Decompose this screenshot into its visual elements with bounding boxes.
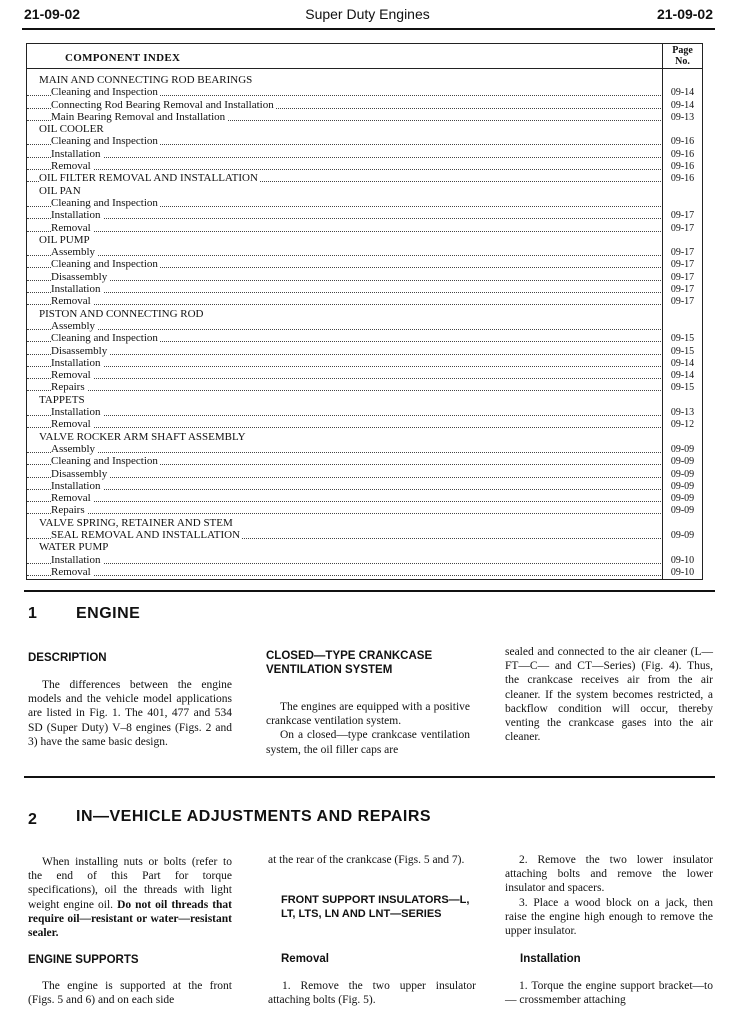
index-row — [27, 381, 702, 393]
index-entry-label: Repairs — [51, 504, 85, 517]
index-entry-label: Disassembly — [51, 270, 108, 283]
crankcase-paragraph-2: On a closed—type crankcase ventilation system, the oil filler caps are — [266, 729, 470, 756]
index-row — [27, 345, 702, 357]
index-entry-page: 09-17 — [670, 259, 695, 271]
index-entry-label: Removal — [51, 492, 91, 505]
page-title: Super Duty Engines — [305, 6, 430, 22]
leader-dots — [27, 418, 661, 431]
index-title: COMPONENT INDEX — [65, 52, 181, 64]
index-row — [27, 418, 702, 430]
removal-step-2-text: 2. Remove the two lower insulator attaching bolts and remove the lower insulator and spacers. — [505, 854, 713, 895]
leader-dots — [27, 246, 661, 259]
description-paragraph: The differences between the engine models and the vehicle model applications are listed in Fig. 1. The 401, 477 and 534 SD (Super Duty) V–8 engines (Figs. 2 and 3) have the same basic design. — [28, 679, 232, 748]
leader-dots — [27, 271, 661, 281]
leader-dots — [27, 406, 661, 419]
index-row — [27, 295, 702, 307]
section-1-number: 1 — [28, 605, 37, 622]
leader-dots — [27, 209, 661, 222]
index-entry-page: 09-14 — [670, 370, 695, 382]
index-row — [27, 86, 702, 98]
engine-supports-text — [28, 979, 232, 1007]
index-entry-page: 09-17 — [670, 222, 695, 234]
index-entry-label: Removal — [51, 221, 91, 234]
index-entry-label: Cleaning and Inspection — [51, 135, 158, 148]
index-entry-page: 09-13 — [670, 407, 695, 419]
crankcase-heading-line2: VENTILATION SYSTEM — [266, 664, 393, 676]
leader-dots — [27, 320, 661, 330]
leader-dots — [27, 295, 661, 308]
index-entry-page: 09-17 — [670, 296, 695, 308]
leader-dots — [27, 283, 661, 296]
index-entry-label: Removal — [51, 369, 91, 382]
index-entry-label: Installation — [51, 406, 101, 419]
leader-dots — [27, 381, 661, 394]
index-entry-label: Installation — [51, 283, 101, 296]
installation-step-1 — [505, 979, 713, 1007]
index-entry-label: Installation — [51, 479, 101, 492]
index-row — [27, 271, 702, 283]
index-entry-page: 09-14 — [670, 87, 695, 99]
index-entry-page: 09-09 — [670, 505, 695, 517]
index-entry-page: 09-15 — [670, 345, 695, 357]
leader-dots — [27, 160, 661, 173]
index-entry-label: OIL PAN — [39, 184, 81, 197]
index-row — [27, 492, 702, 504]
removal-heading: Removal — [281, 953, 329, 965]
leader-dots — [27, 357, 661, 367]
index-entry-label: Installation — [51, 356, 101, 369]
index-entry-label: Installation — [51, 553, 101, 566]
index-entry-label: Installation — [51, 147, 101, 160]
removal-step-1-text: 1. Remove the two upper insulator attaching bolts (Fig. 5). — [268, 980, 476, 1007]
index-row — [27, 123, 702, 135]
index-row — [27, 443, 702, 455]
index-entry-page: 09-09 — [670, 493, 695, 505]
index-entry-page: 09-16 — [670, 148, 695, 160]
index-entry-page: 09-17 — [670, 271, 695, 283]
index-row — [27, 172, 702, 184]
leader-dots — [27, 345, 661, 355]
crankcase-heading — [266, 649, 432, 677]
index-entry-page: 09-16 — [670, 161, 695, 173]
index-entry-label: MAIN AND CONNECTING ROD BEARINGS — [39, 74, 253, 86]
index-row — [27, 566, 702, 578]
index-entry-label: Installation — [51, 209, 101, 222]
engine-supports-heading: ENGINE SUPPORTS — [28, 954, 139, 966]
index-entry-label: Removal — [51, 295, 91, 308]
leader-dots — [27, 480, 661, 490]
index-entry-label: OIL PUMP — [39, 233, 90, 246]
index-entry-page: 09-14 — [670, 357, 695, 369]
index-row — [27, 369, 702, 381]
leader-dots — [27, 148, 661, 158]
index-row — [27, 517, 702, 529]
index-entry-label: OIL COOLER — [39, 123, 104, 136]
index-entry-label: Connecting Rod Bearing Removal and Installation — [51, 98, 274, 111]
index-entry-label: PISTON AND CONNECTING ROD — [39, 307, 204, 320]
leader-dots — [27, 504, 661, 517]
page-column-header — [663, 45, 702, 67]
index-row — [27, 258, 702, 270]
leader-dots — [27, 443, 661, 453]
index-entry-label: Removal — [51, 160, 91, 173]
leader-dots — [27, 369, 661, 382]
component-index-table — [26, 43, 703, 580]
index-entry-page: 09-12 — [670, 419, 695, 431]
index-row — [27, 209, 702, 221]
section-2-number: 2 — [28, 811, 37, 828]
index-header — [27, 44, 702, 69]
page-header-line2: No. — [675, 56, 690, 67]
rear-crankcase-text — [268, 853, 476, 867]
crankcase-text — [266, 700, 470, 757]
index-entry-page: 09-09 — [670, 456, 695, 468]
index-row — [27, 74, 702, 86]
index-row — [27, 197, 702, 209]
leader-dots — [27, 468, 661, 478]
index-row — [27, 541, 702, 553]
index-row — [27, 111, 702, 123]
index-entry-label: Assembly — [51, 319, 95, 332]
description-text — [28, 678, 232, 749]
installation-heading: Installation — [520, 953, 581, 965]
index-row — [27, 554, 702, 566]
index-row — [27, 222, 702, 234]
index-entry-page: 09-10 — [670, 566, 695, 578]
removal-step-1 — [268, 979, 476, 1007]
page-header-line1: Page — [672, 45, 693, 56]
leader-dots — [27, 222, 661, 232]
index-row — [27, 135, 702, 147]
index-row — [27, 529, 702, 541]
page-code-right: 21-09-02 — [656, 6, 713, 22]
index-entry-label: Assembly — [51, 442, 95, 455]
index-entry-label: Assembly — [51, 246, 95, 259]
intro-plain: When installing nuts or bolts (refer to the end of this Part for torque specifications), oil the threads with light weight engine oil. — [28, 856, 232, 911]
index-row — [27, 148, 702, 160]
index-entry-page: 09-09 — [670, 529, 695, 541]
index-row — [27, 283, 702, 295]
section-1-rule — [24, 590, 715, 592]
index-entry-page: 09-09 — [670, 468, 695, 480]
index-row — [27, 246, 702, 258]
intro-bold-warning: Do not oil threads that require oil—resistant or water—resistant sealer. — [28, 898, 233, 940]
index-entry-page: 09-15 — [670, 382, 695, 394]
index-rows — [27, 74, 702, 578]
index-entry-label: Main Bearing Removal and Installation — [51, 110, 226, 123]
index-entry-label: VALVE ROCKER ARM SHAFT ASSEMBLY — [39, 430, 246, 443]
index-row — [27, 185, 702, 197]
rear-crankcase-paragraph: at the rear of the crankcase (Figs. 5 and 7). — [268, 854, 465, 866]
front-support-heading: FRONT SUPPORT INSULATORS—L, LT, LTS, LN AND LNT—SERIES — [281, 894, 470, 920]
leader-dots — [27, 566, 661, 576]
index-entry-page: 09-09 — [670, 480, 695, 492]
index-row — [27, 320, 702, 332]
index-row — [27, 160, 702, 172]
leader-dots — [27, 492, 661, 505]
index-entry-label: Cleaning and Inspection — [51, 455, 158, 468]
index-entry-page: 09-13 — [670, 111, 695, 123]
index-row — [27, 357, 702, 369]
intro-paragraph — [28, 855, 232, 940]
index-row — [27, 480, 702, 492]
index-row — [27, 99, 702, 111]
crankcase-continued-paragraph: sealed and connected to the air cleaner (L—FT—C— and CT—Series) (Fig. 4). Thus, the crankcase receives air from the air cleaner. If the system becomes restricted, a backflow condition will occur, thereby venting the crankcase gases into the air cleaner. — [505, 646, 713, 744]
removal-steps-continued — [505, 853, 713, 938]
index-entry-label: OIL FILTER REMOVAL AND INSTALLATION — [39, 172, 258, 185]
index-entry-page: 09-17 — [670, 210, 695, 222]
crankcase-continued-text — [505, 645, 713, 744]
index-entry-page: 09-09 — [670, 443, 695, 455]
index-entry-page: 09-16 — [670, 136, 695, 148]
index-entry-label: Cleaning and Inspection — [51, 332, 158, 345]
index-entry-page: 09-17 — [670, 247, 695, 259]
index-entry-page: 09-17 — [670, 284, 695, 296]
leader-dots — [27, 554, 661, 564]
installation-step-1-text: 1. Torque the engine support bracket—to— crossmember attaching — [505, 980, 713, 1007]
section-2-rule — [24, 776, 715, 778]
index-entry-label: Disassembly — [51, 467, 108, 480]
index-row — [27, 406, 702, 418]
page-code-left: 21-09-02 — [24, 6, 81, 22]
index-entry-label: Disassembly — [51, 344, 108, 357]
index-entry-label: Cleaning and Inspection — [51, 258, 158, 271]
intro-text — [28, 855, 232, 940]
index-entry-page: 09-15 — [670, 333, 695, 345]
index-entry-label: Cleaning and Inspection — [51, 86, 158, 99]
index-entry-page: 09-10 — [670, 554, 695, 566]
index-row — [27, 234, 702, 246]
description-heading: DESCRIPTION — [28, 652, 107, 664]
crankcase-paragraph-1: The engines are equipped with a positive crankcase ventilation system. — [266, 701, 470, 728]
section-2-title: IN—VEHICLE ADJUSTMENTS AND REPAIRS — [76, 808, 432, 825]
crankcase-heading-line1: CLOSED—TYPE CRANKCASE — [266, 650, 433, 662]
index-entry-page: 09-14 — [670, 99, 695, 111]
index-row — [27, 504, 702, 516]
header-rule — [22, 28, 715, 30]
removal-step-3-text: 3. Place a wood block on a jack, then raise the engine high enough to remove the upper insulator. — [505, 896, 713, 938]
engine-supports-paragraph: The engine is supported at the front (Figs. 5 and 6) and on each side — [28, 980, 232, 1007]
index-entry-page: 09-16 — [670, 173, 695, 185]
section-1-title: ENGINE — [76, 605, 141, 622]
index-row — [27, 431, 702, 443]
index-entry-label: Repairs — [51, 381, 85, 394]
index-entry-label: SEAL REMOVAL AND INSTALLATION — [51, 528, 241, 541]
index-row — [27, 455, 702, 467]
index-entry-label: Cleaning and Inspection — [51, 196, 158, 209]
index-row — [27, 332, 702, 344]
index-entry-label: WATER PUMP — [39, 541, 109, 554]
index-row — [27, 308, 702, 320]
index-entry-label: Removal — [51, 565, 91, 578]
index-entry-label: VALVE SPRING, RETAINER AND STEM — [39, 516, 233, 529]
index-row — [27, 394, 702, 406]
index-row — [27, 468, 702, 480]
index-entry-label: Removal — [51, 418, 91, 431]
index-entry-label: TAPPETS — [39, 393, 85, 406]
